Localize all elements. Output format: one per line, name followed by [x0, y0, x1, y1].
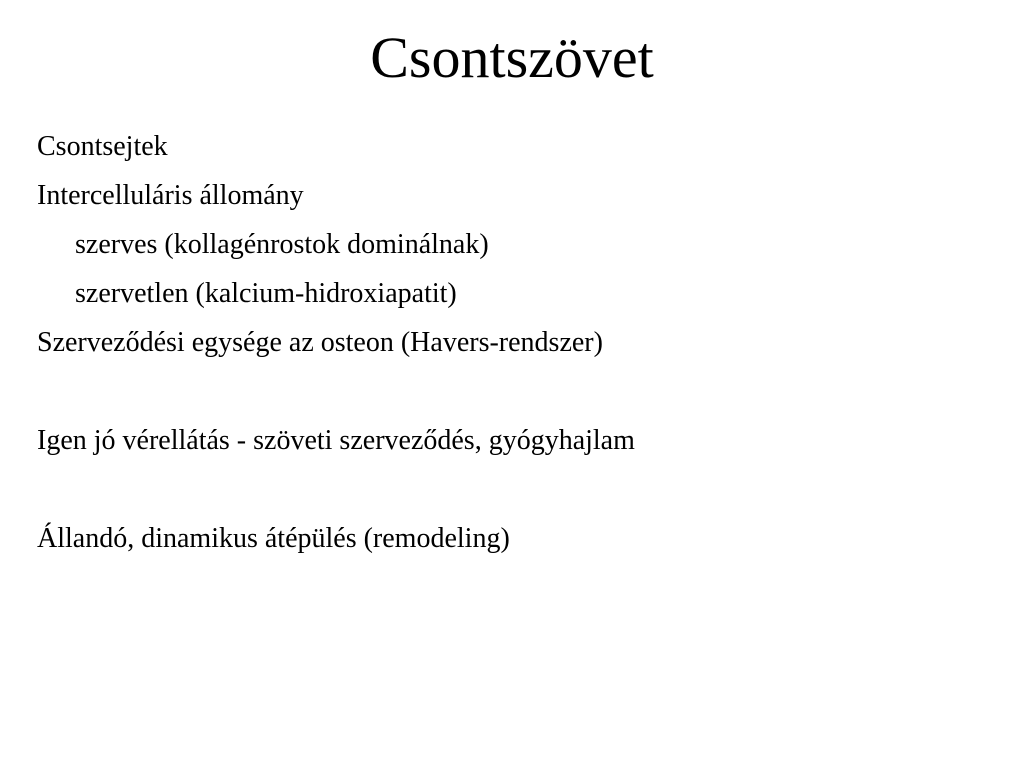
sub-bullet-organic: szerves (kollagénrostok dominálnak) — [75, 229, 489, 260]
bullet-intercellular-matrix: Intercelluláris állomány — [37, 180, 304, 211]
sub-bullet-inorganic: szervetlen (kalcium-hidroxiapatit) — [75, 278, 457, 309]
bullet-blood-supply: Igen jó vérellátás - szöveti szerveződés, gyógyhajlam — [37, 425, 635, 456]
slide-title: Csontszövet — [370, 25, 654, 90]
bullet-remodeling: Állandó, dinamikus átépülés (remodeling) — [37, 523, 510, 554]
bullet-osteon: Szerveződési egysége az osteon (Havers-rendszer) — [37, 327, 603, 358]
bullet-csontsejtek: Csontsejtek — [37, 131, 168, 162]
